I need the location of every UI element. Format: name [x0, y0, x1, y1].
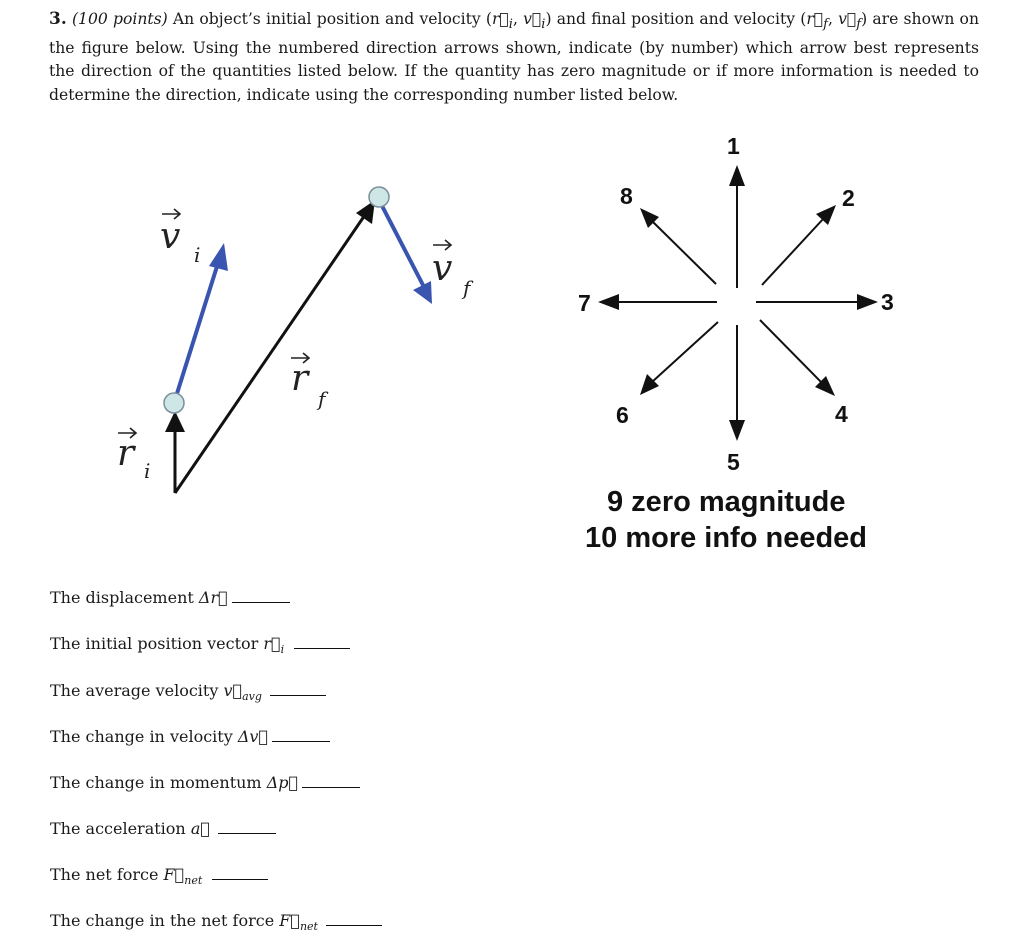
- question-symbol: F⃗: [279, 911, 300, 930]
- sep-1: ,: [512, 10, 524, 28]
- question-6: [50, 819, 276, 839]
- label-r-final: [291, 353, 329, 411]
- question-1: [50, 588, 290, 608]
- direction-label-1: 1: [727, 133, 740, 159]
- v-i-letter: v: [160, 216, 181, 257]
- legend-more-info: 10 more info needed: [585, 522, 868, 554]
- question-text: The initial position vector: [50, 634, 264, 653]
- final-position-point: [369, 187, 389, 207]
- vec-ri: r⃗: [491, 10, 509, 28]
- sep-2: ,: [827, 10, 839, 28]
- direction-label-4: 4: [835, 401, 848, 427]
- v-f-letter: v: [432, 248, 453, 289]
- legend-zero-magnitude: 9 zero magnitude: [607, 486, 846, 518]
- answer-blank[interactable]: [302, 773, 360, 788]
- question-symbol: Δr⃗: [198, 588, 228, 607]
- direction-compass: [578, 133, 894, 554]
- r-i-sub: i: [144, 459, 151, 483]
- initial-position-point: [164, 393, 184, 413]
- r-f-sub: f: [318, 387, 326, 411]
- direction-arrow-1: [729, 165, 745, 288]
- problem-points: (100 points): [71, 10, 168, 28]
- figure: [0, 120, 1024, 560]
- question-text: The change in velocity: [50, 727, 238, 746]
- answer-blank[interactable]: [272, 727, 330, 742]
- answer-blank[interactable]: [232, 588, 290, 603]
- question-symbol-sub: i: [280, 643, 285, 657]
- label-v-final: [432, 240, 474, 300]
- direction-label-8: 8: [620, 183, 633, 209]
- question-text: The displacement: [50, 588, 199, 607]
- question-text: The change in the net force: [50, 911, 280, 930]
- question-text: The net force: [50, 865, 164, 884]
- direction-label-7: 7: [578, 290, 591, 316]
- problem-text-2: ) and final position and velocity (: [545, 10, 807, 28]
- problem-text-3: ) are shown on the figure below. Using the numbered direction arrows shown, indicate (by number) which arrow best represents the direction of the quantities listed below. If the quantity has zero magnitude or if more information is needed to determine the direction, indicate using the corresponding number listed below.: [49, 10, 979, 104]
- direction-label-6: 6: [616, 402, 629, 428]
- question-8: [50, 911, 382, 937]
- v-final-arrow: [379, 200, 432, 304]
- vec-vi-sub: i: [541, 17, 546, 33]
- direction-arrow-4: [760, 320, 835, 396]
- question-4: [50, 727, 330, 747]
- direction-label-5: 5: [727, 449, 740, 475]
- question-symbol: Δv⃗: [237, 727, 269, 746]
- v-initial-arrow: [174, 243, 228, 403]
- question-symbol-sub: net: [299, 920, 318, 934]
- question-symbol: a⃗: [190, 819, 210, 838]
- label-r-initial: [117, 428, 150, 483]
- vec-vi: v⃗: [523, 10, 542, 28]
- direction-arrow-2: [762, 205, 836, 285]
- direction-arrow-7: [598, 294, 717, 310]
- vec-vf-sub: f: [856, 17, 862, 33]
- direction-label-3: 3: [881, 289, 894, 315]
- r-f-letter: r: [291, 358, 309, 399]
- answer-blank[interactable]: [326, 911, 382, 926]
- direction-arrow-6: [640, 322, 718, 395]
- question-symbol: r⃗: [263, 634, 281, 653]
- figure-svg: [0, 120, 1024, 560]
- answer-blank[interactable]: [294, 634, 350, 649]
- vec-vf: v⃗: [838, 10, 857, 28]
- question-text: The change in momentum: [50, 773, 267, 792]
- problem-statement: [49, 8, 979, 107]
- direction-arrow-3: [756, 294, 878, 310]
- direction-label-2: 2: [842, 185, 855, 211]
- v-f-sub: f: [463, 276, 471, 300]
- direction-arrow-8: [640, 208, 716, 284]
- question-3: [50, 681, 326, 707]
- question-7: [50, 865, 268, 891]
- question-symbol-sub: avg: [242, 690, 262, 704]
- question-2: [50, 634, 350, 660]
- label-v-initial: [160, 209, 200, 267]
- vec-ri-sub: i: [508, 17, 513, 33]
- vec-rf: r⃗: [806, 10, 824, 28]
- problem-text-1: An object’s initial position and velocity (: [167, 10, 492, 28]
- question-symbol-sub: net: [184, 874, 203, 888]
- question-5: [50, 773, 360, 793]
- question-symbol: F⃗: [163, 865, 185, 884]
- question-symbol: v⃗: [223, 681, 243, 700]
- answer-blank[interactable]: [270, 681, 326, 696]
- question-text: The average velocity: [50, 681, 224, 700]
- direction-arrow-5: [729, 325, 745, 441]
- motion-diagram: [117, 187, 474, 493]
- question-text: The acceleration: [50, 819, 191, 838]
- answer-blank[interactable]: [218, 819, 276, 834]
- r-final-arrow: [175, 200, 375, 493]
- problem-number: 3.: [49, 9, 67, 29]
- v-i-sub: i: [194, 243, 201, 267]
- r-i-letter: r: [117, 433, 135, 474]
- answer-blank[interactable]: [212, 865, 268, 880]
- vec-rf-sub: f: [823, 17, 828, 33]
- question-symbol: Δp⃗: [266, 773, 299, 792]
